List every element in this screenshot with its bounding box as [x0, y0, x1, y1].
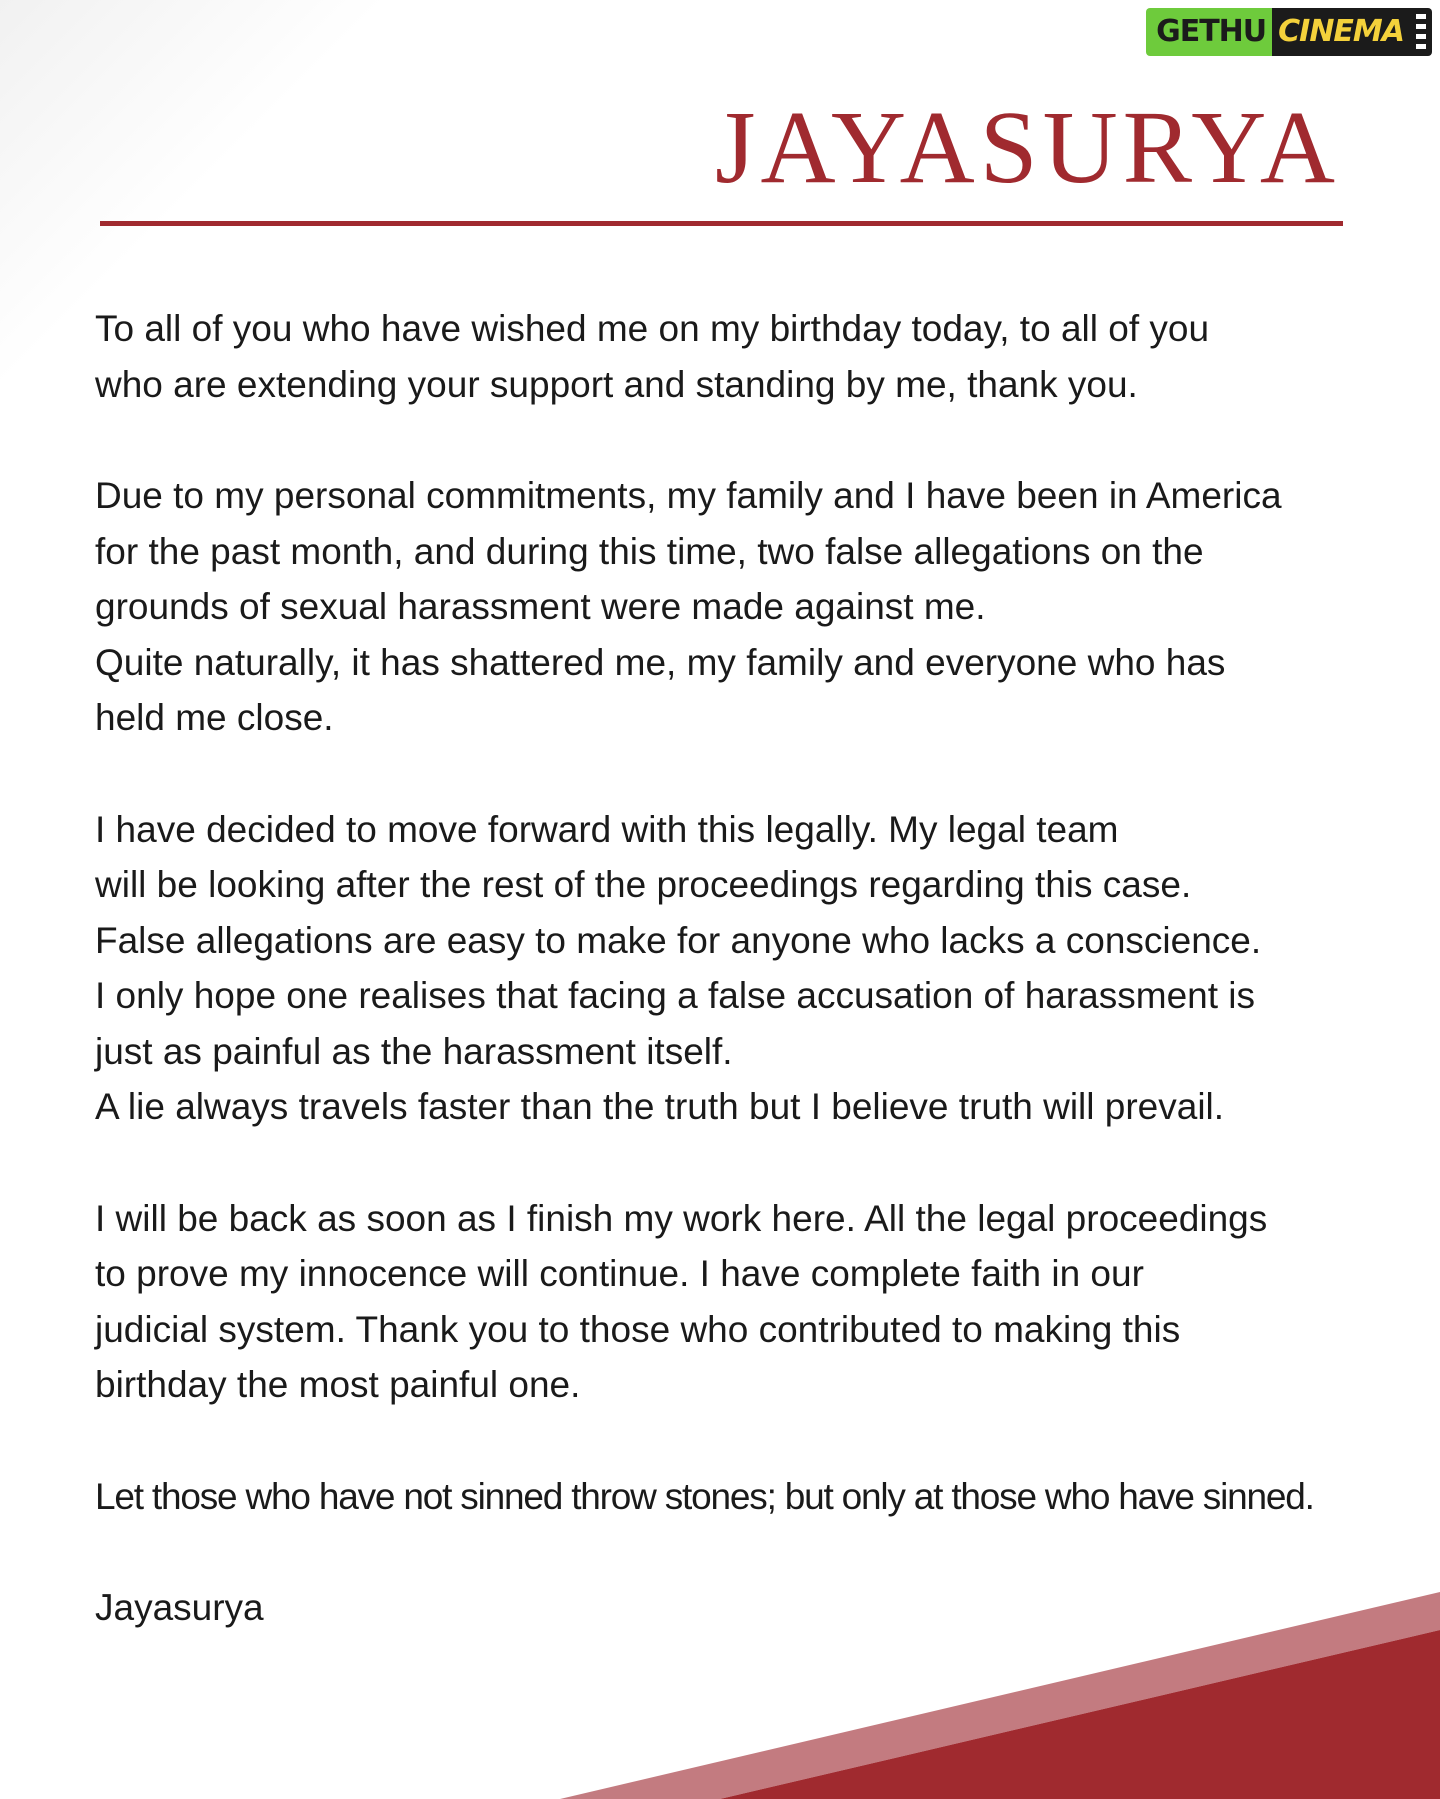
text-line: To all of you who have wished me on my birthday today, to all of you [95, 308, 1210, 349]
text-line: for the past month, and during this time, two false allegations on the [95, 530, 1204, 572]
text-line: just as painful as the harassment itself. [95, 1030, 733, 1072]
closing-quote [95, 1469, 1435, 1525]
watermark-logo [1146, 8, 1432, 56]
paragraph-return [95, 1191, 1435, 1413]
text-line: to prove my innocence will continue. I have complete faith in our [95, 1253, 1144, 1294]
film-strip-icon [1410, 8, 1432, 56]
text-line: I will be back as soon as I finish my work here. All the legal proceedings [95, 1197, 1268, 1239]
text-line: A lie always travels faster than the truth but I believe truth will prevail. [95, 1086, 1225, 1127]
text-line: will be looking after the rest of the proceedings regarding this case. [95, 864, 1192, 905]
text-line: judicial system. Thank you to those who contributed to making this [95, 1308, 1181, 1350]
signature [95, 1580, 1435, 1636]
text-line: I have decided to move forward with this legally. My legal team [95, 808, 1119, 850]
text-line: birthday the most painful one. [95, 1364, 581, 1405]
title-divider [100, 221, 1343, 226]
text-line: Due to my personal commitments, my family and I have been in America [95, 475, 1282, 516]
text-line: Quite naturally, it has shattered me, my family and everyone who has [95, 641, 1226, 683]
signature-text: Jayasurya [95, 1587, 264, 1628]
letter-body [95, 301, 1435, 1636]
text-line: held me close. [95, 697, 334, 738]
text-line: who are extending your support and standing by me, thank you. [95, 363, 1138, 405]
paragraph-legal [95, 802, 1435, 1135]
paragraph-thanks [95, 301, 1435, 412]
text-line: Let those who have not sinned throw stones; but only at those who have sinned. [95, 1475, 1314, 1517]
text-line: False allegations are easy to make for anyone who lacks a conscience. [95, 919, 1262, 961]
watermark-text-cinema: CINEMA [1272, 8, 1410, 56]
watermark-text-gethu: GETHU [1146, 8, 1272, 56]
text-line: I only hope one realises that facing a false accusation of harassment is [95, 975, 1256, 1016]
text-line: grounds of sexual harassment were made against me. [95, 586, 986, 627]
page-title: JAYASURYA [715, 90, 1340, 205]
paragraph-allegations [95, 468, 1435, 746]
